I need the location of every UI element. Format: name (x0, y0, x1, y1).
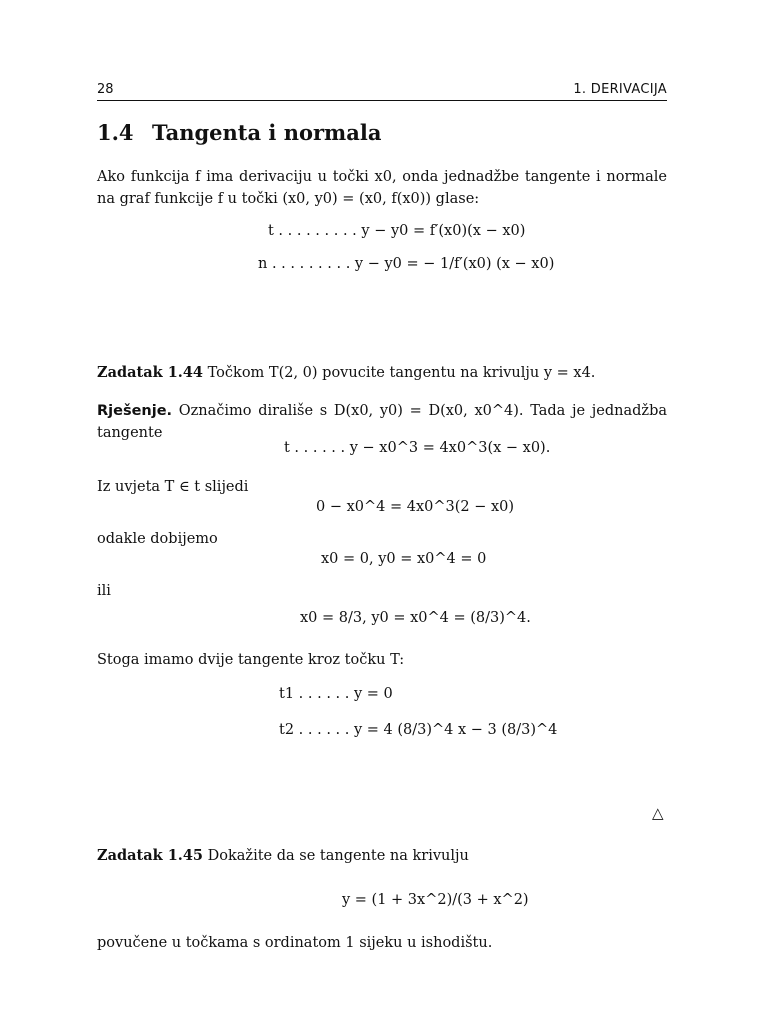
solution-text: Označimo dirališe s D(x0, y0) = D(x0, x0^4). Tada je jednadžba tangente (97, 403, 667, 441)
task-144-label: Zadatak 1.44 (97, 364, 204, 381)
condition-equation: 0 − x0^4 = 4x0^3(2 − x0) (316, 499, 515, 515)
task-145-text: Dokažite da se tangente na krivulju (207, 848, 469, 864)
conclusion-text: Stoga imamo dvije tangente kroz točku T: (97, 652, 405, 668)
condition-text: Iz uvjeta T ∈ t slijedi (97, 479, 249, 495)
end-of-proof-mark: △ (652, 804, 664, 822)
intro-paragraph: Ako funkcija f ima derivaciju u točki x0, onda jednadžbe tangente i normale na graf funkcije f u točki (x0, y0) = (x0, f(x0)) glase: (97, 169, 667, 207)
solution-label: Rješenje. (97, 403, 173, 419)
task-145-tail: povučene u točkama s ordinatom 1 sijeku u ishodištu. (97, 935, 493, 951)
first-solution-equation: x0 = 0, y0 = x0^4 = 0 (321, 551, 487, 567)
task-145 (97, 845, 667, 867)
tangent-t1: t1 . . . . . . y = 0 (279, 686, 393, 702)
task-145-equation: y = (1 + 3x^2)/(3 + x^2) (342, 892, 529, 908)
solution-intro (97, 400, 667, 444)
task-144-text: Točkom T(2, 0) povucite tangentu na krivulju y = x4. (207, 365, 596, 381)
task-144 (97, 362, 667, 384)
chapter-heading: 1. DERIVACIJA (573, 82, 667, 97)
or-text: ili (97, 583, 111, 599)
section-title-text: Tangenta i normala (152, 120, 382, 145)
thus-text: odakle dobijemo (97, 531, 218, 547)
tangent-equation: t . . . . . . y − x0^3 = 4x0^3(x − x0). (284, 440, 551, 456)
normal-formula: n . . . . . . . . . y − y0 = − 1/f′(x0) (x − x0) (258, 256, 555, 272)
section-number: 1.4 (97, 120, 134, 145)
section-title (97, 120, 381, 145)
task-145-label: Zadatak 1.45 (97, 847, 204, 864)
header-rule (97, 100, 667, 101)
tangent-t2: t2 . . . . . . y = 4 (8/3)^4 x − 3 (8/3)^4 (279, 722, 558, 738)
page-number: 28 (97, 82, 114, 97)
second-solution-equation: x0 = 8/3, y0 = x0^4 = (8/3)^4. (300, 610, 531, 626)
tangent-formula: t . . . . . . . . . y − y0 = f′(x0)(x − x0) (268, 223, 526, 239)
